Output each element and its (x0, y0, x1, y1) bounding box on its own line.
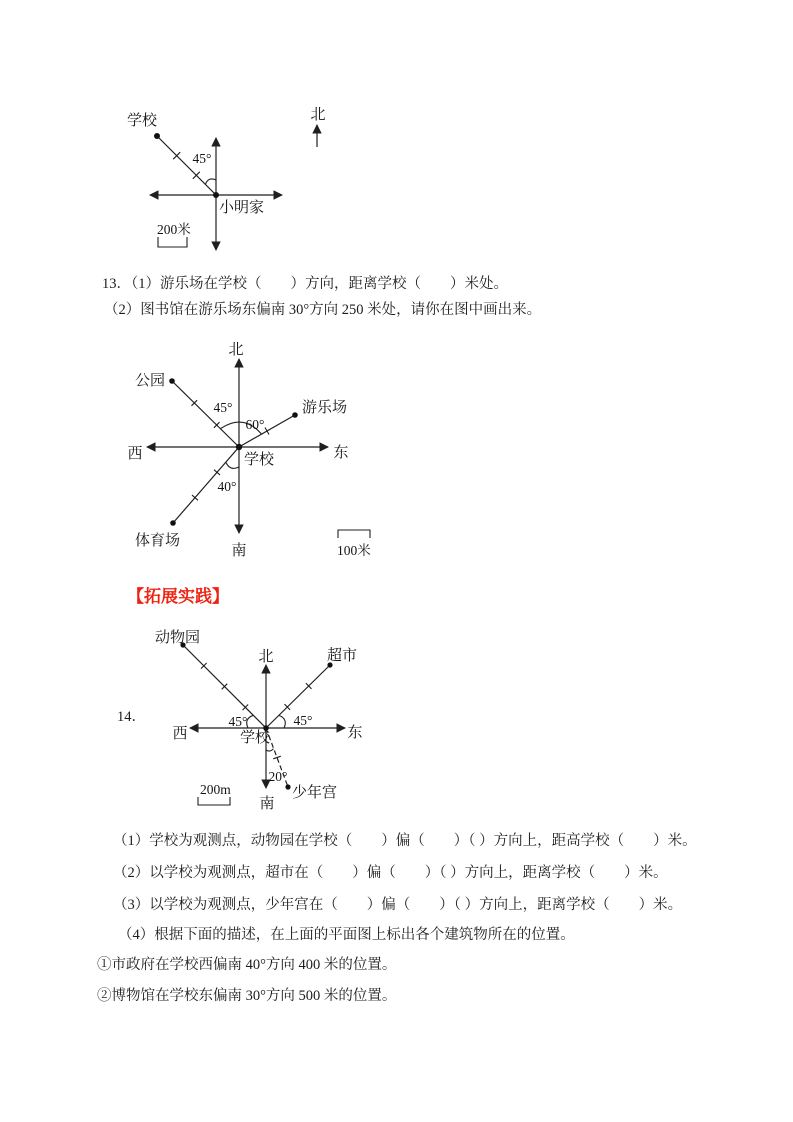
scale-label: 200米 (157, 222, 191, 237)
zoo-label: 动物园 (155, 630, 201, 646)
angle-arc (205, 179, 216, 184)
scale-label: 200m (200, 782, 231, 797)
youth-palace-label: 少年宫 (292, 785, 338, 801)
diagram-xiaoming-home-map (80, 95, 360, 260)
stadium-point (170, 520, 176, 526)
east-label: 东 (333, 445, 349, 461)
scale-label: 100米 (337, 543, 371, 558)
youth-palace-point (285, 784, 290, 789)
diagram-school-buildings-map (140, 625, 375, 815)
home-label: 小明家 (219, 200, 265, 216)
park-label: 公园 (135, 373, 166, 389)
home-point (213, 192, 219, 198)
north-label: 北 (310, 107, 326, 123)
angle-arc-east (279, 715, 285, 728)
park-point (169, 378, 175, 384)
west-label: 西 (172, 726, 188, 742)
scale-bracket (198, 797, 230, 805)
angle-label-45: 45° (192, 151, 212, 166)
supermarket-label: 超市 (327, 648, 358, 664)
question-14-item-1: （1）学校为观测点，动物园在学校（ ）偏（ ）（ ）方向上，距高学校（ ）米。 (113, 833, 697, 849)
angle-arc-south (266, 749, 273, 751)
school-label: 学校 (244, 452, 275, 468)
question-14-item-3: （3）以学校为观测点，少年宫在（ ）偏（ ）（ ）方向上，距离学校（ ）米。 (113, 897, 683, 913)
angle-label-park: 45° (213, 400, 233, 415)
school-label: 学校 (127, 113, 158, 129)
south-label: 南 (231, 543, 247, 559)
amusement-park-label: 游乐场 (302, 400, 348, 416)
north-label: 北 (228, 342, 244, 358)
angle-label-east: 45° (293, 713, 313, 728)
stadium-label: 体育场 (135, 533, 181, 549)
angle-label-south: 20° (268, 769, 288, 784)
question-14-number: 14． (117, 709, 146, 725)
south-label: 南 (259, 796, 275, 812)
angle-arc-west (247, 715, 254, 728)
scale-bracket (158, 237, 187, 247)
school-label: 学校 (240, 730, 271, 746)
west-label: 西 (127, 446, 143, 462)
amusement-park-point (292, 412, 298, 418)
question-14-note-2: ②博物馆在学校东偏南 30°方向 500 米的位置。 (97, 988, 397, 1004)
angle-label-amusement: 60° (245, 417, 265, 432)
question-14-item-2: （2）以学校为观测点，超市在（ ）偏（ ）（ ）方向上，距离学校（ ）米。 (113, 865, 668, 881)
tick-mark (265, 428, 269, 435)
section-heading-expansion-practice: 【拓展实践】 (127, 587, 229, 606)
east-label: 东 (347, 725, 363, 741)
question-13-line-2: （2）图书馆在游乐场东偏南 30°方向 250 米处，请你在图中画出来。 (104, 302, 542, 318)
question-13-line-1: 13．（1）游乐场在学校（ ）方向，距离学校（ ）米处。 (102, 276, 508, 292)
school-point (154, 133, 160, 139)
diagram-school-compass-map (125, 335, 380, 565)
question-14-note-1: ①市政府在学校西偏南 40°方向 400 米的位置。 (97, 957, 397, 973)
angle-label-west: 45° (228, 714, 248, 729)
angle-arc-bottom (226, 462, 239, 468)
scale-bracket (338, 530, 370, 538)
north-label: 北 (258, 649, 274, 665)
school-point (236, 444, 242, 450)
angle-label-stadium: 40° (217, 479, 237, 494)
question-14-item-4: （4）根据下面的描述，在上面的平面图上标出各个建筑物所在的位置。 (118, 927, 575, 943)
